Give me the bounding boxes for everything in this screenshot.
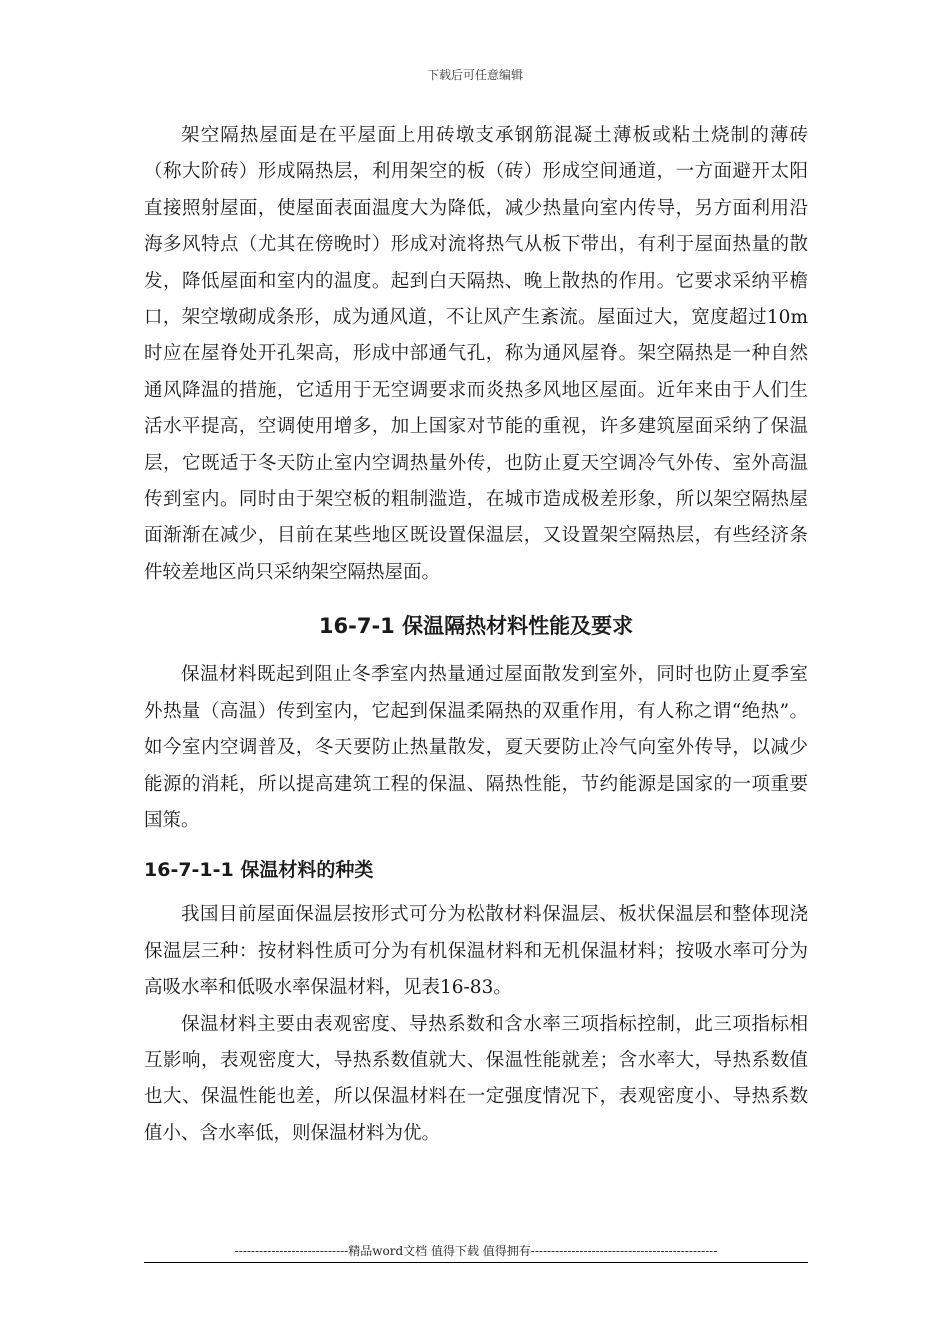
page-footer-text: ----------------------------精品word文档 值得下载 值得拥有---------------------------------------------- bbox=[234, 1244, 718, 1258]
subsection-heading: 16-7-1-1 保温材料的种类 bbox=[144, 859, 374, 882]
subsection-paragraph-1: 我国目前屋面保温层按形式可分为松散材料保温层、板状保温层和整体现浇保温层三种：按材料性质可分为有机保温材料和无机保温材料；按吸水率可分为高吸水率和低吸水率保温材料，见表16-83。 bbox=[144, 904, 808, 999]
footer-divider bbox=[144, 1262, 808, 1263]
page-header-note: 下载后可任意编辑 bbox=[426, 68, 523, 82]
subsection-paragraph-2: 保温材料主要由表观密度、导热系数和含水率三项指标控制，此三项指标相互影响，表观密度大，导热系数值就大、保温性能就差；含水率大，导热系数值也大、保温性能也差，所以保温材料在一定强度情况下，表观密度小、导热系数值小、含水率低，则保温材料为优。 bbox=[144, 1013, 808, 1144]
document-body bbox=[144, 118, 808, 1152]
intro-paragraph: 架空隔热屋面是在平屋面上用砖墩支承钢筋混凝土薄板或粘土烧制的薄砖（称大阶砖）形成隔热层，利用架空的板（砖）形成空间通道，一方面避开太阳直接照射屋面，使屋面表面温度大为降低，减少热量向室内传导，另方面利用沿海多风特点（尤其在傍晚时）形成对流将热气从板下带出，有利于屋面热量的散发，降低屋面和室内的温度。起到白天隔热、晚上散热的作用。它要求采纳平檐口，架空墩砌成条形，成为通风道，不让风产生紊流。屋面过大，宽度超过10m时应在屋脊处开孔架高，形成中部通气孔，称为通风屋脊。架空隔热是一种自然通风降温的措施，它适用于无空调要求而炎热多风地区屋面。近年来由于人们生活水平提高，空调使用增多，加上国家对节能的重视，许多建筑屋面采纳了保温层，它既适于冬天防止室内空调热量外传，也防止夏天空调冷气外传、室外高温传到室内。同时由于架空板的粗制滥造，在城市造成极差形象，所以架空隔热屋面渐渐在减少，目前在某些地区既设置保温层，又设置架空隔热层，有些经济条件较差地区尚只采纳架空隔热屋面。 bbox=[144, 125, 808, 583]
section-paragraph: 保温材料既起到阻止冬季室内热量通过屋面散发到室外，同时也防止夏季室外热量（高温）传到室内，它起到保温柔隔热的双重作用，有人称之谓“绝热”。如今室内空调普及，冬天要防止热量散发，夏天要防止冷气向室外传导，以减少能源的消耗，所以提高建筑工程的保温、隔热性能，节约能源是国家的一项重要国策。 bbox=[144, 664, 808, 831]
section-heading: 16-7-1 保温隔热材料性能及要求 bbox=[318, 614, 634, 639]
